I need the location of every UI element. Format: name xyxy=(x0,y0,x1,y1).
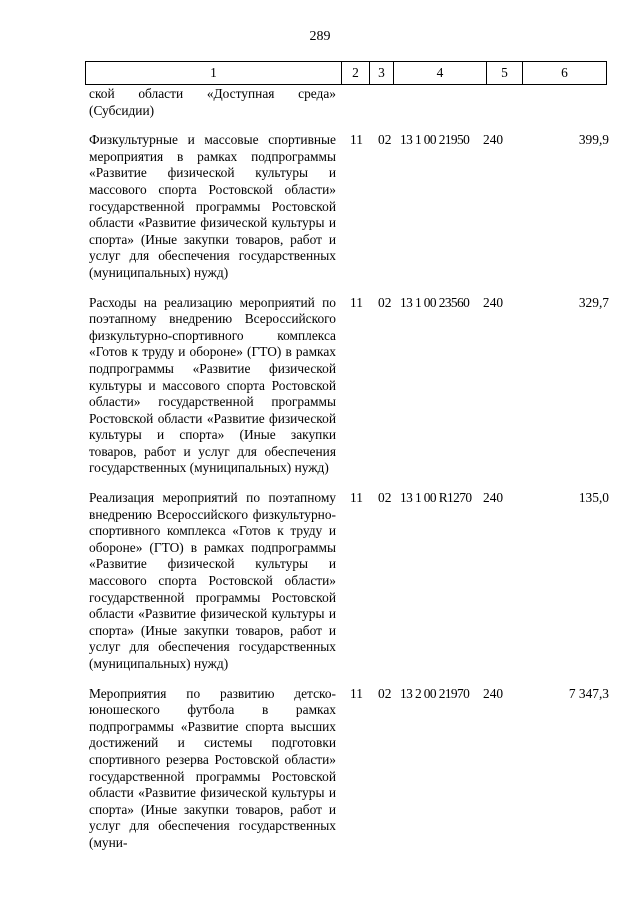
row-expense-type: 240 xyxy=(483,294,504,310)
row-subsection: 02 xyxy=(378,685,392,701)
row-description: Физкультурные и массовые спортивные мероприятия в рамках подпрограммы «Развитие физической культуры и массового спорта Ростовской области» государственной программы Ростовской области «Развитие физической культуры и спорта» (Иные закупки товаров, работ и услуг для обеспечения государственных (муниципальных) нужд) xyxy=(89,132,336,280)
page-number: 289 xyxy=(309,29,331,44)
row-description: ской области «Доступная среда» (Субсидии) xyxy=(89,86,336,118)
row-section: 11 xyxy=(350,132,363,148)
table-row xyxy=(89,86,609,119)
row-expense-type: 240 xyxy=(483,490,504,506)
row-section: 11 xyxy=(350,294,363,310)
row-amount: 7 347,3 xyxy=(568,685,609,701)
table-row xyxy=(89,686,609,852)
row-subsection: 02 xyxy=(378,294,392,310)
row-subsection: 02 xyxy=(378,490,392,506)
column-header-table xyxy=(85,61,607,85)
row-amount: 135,0 xyxy=(578,490,609,506)
row-description: Расходы на реализацию мероприятий по поэтапному внедрению Всероссийского физкультурно-спортивного комплекса «Готов к труду и обороне» (ГТО) в рамках подпрограммы «Развитие физической культуры и массового спорта Ростовской области» государственной программы Ростовской области «Развитие физической культуры и спорта» (Иные закупки товаров, работ и услуг для обеспечения государственных (муниципальных) нужд) xyxy=(89,294,336,476)
column-header-1: 1 xyxy=(86,62,342,85)
row-section: 11 xyxy=(350,685,363,701)
budget-rows xyxy=(89,86,609,865)
row-expense-type: 240 xyxy=(483,685,504,701)
row-description: Реализация мероприятий по поэтапному внедрению Всероссийского физкультурно-спортивного комплекса «Готов к труду и обороне» (ГТО) в рамках подпрограммы «Развитие физической культуры и массового спорта Ростовской области» государственной программы Ростовской области «Развитие физической культуры и спорта» (Иные закупки товаров, работ и услуг для обеспечения государственных (муниципальных) нужд) xyxy=(89,490,336,671)
column-header-5: 5 xyxy=(487,62,523,85)
column-header-2: 2 xyxy=(342,62,370,85)
column-header-4: 4 xyxy=(394,62,487,85)
row-amount: 329,7 xyxy=(578,294,609,310)
row-target-code: 13 1 00 23560 xyxy=(400,294,470,310)
column-header-6: 6 xyxy=(523,62,607,85)
table-row xyxy=(89,132,609,281)
row-amount: 399,9 xyxy=(578,132,609,148)
row-subsection: 02 xyxy=(378,132,392,148)
table-row xyxy=(89,295,609,478)
row-description: Мероприятия по развитию детско-юношеского футбола в рамках подпрограммы «Развитие спорта высших достижений и системы подготовки спортивного резерва Ростовской области» государственной программы Ростовской области «Развитие физической культуры и спорта» (Иные закупки товаров, работ и услуг для обеспечения государственных (муни- xyxy=(89,685,336,850)
column-header-row xyxy=(86,62,607,85)
row-target-code: 13 1 00 21950 xyxy=(400,132,470,148)
row-target-code: 13 2 00 21970 xyxy=(400,685,470,701)
row-target-code: 13 1 00 R1270 xyxy=(400,490,472,506)
row-expense-type: 240 xyxy=(483,132,504,148)
row-section: 11 xyxy=(350,490,363,506)
table-row xyxy=(89,490,609,673)
column-header-3: 3 xyxy=(370,62,394,85)
